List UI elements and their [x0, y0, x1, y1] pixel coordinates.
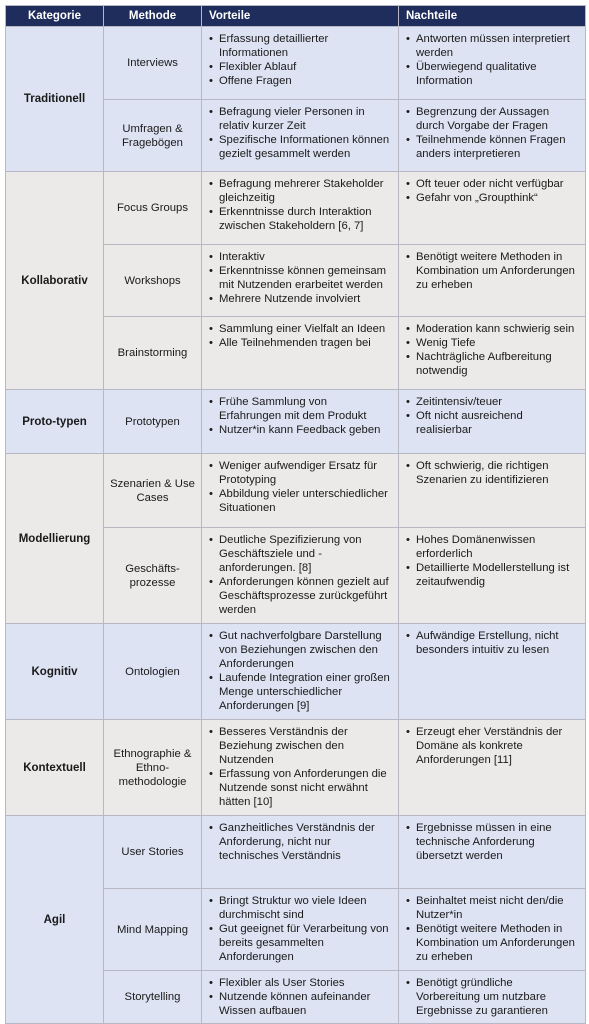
- cons-cell: [399, 816, 586, 889]
- pros-list: [206, 32, 392, 88]
- pros-cell: [202, 27, 399, 100]
- category-cell: Traditionell: [6, 27, 104, 172]
- cons-item: • Oft schwierig, die richtigen Szenarien zu identifizieren: [403, 459, 579, 487]
- cons-item: • Überwiegend qualitative Information: [403, 60, 579, 88]
- pros-cell: [202, 816, 399, 889]
- cons-item: • Beinhaltet meist nicht den/die Nutzer*in: [403, 894, 579, 922]
- pros-list: [206, 459, 392, 515]
- pros-item: • Interaktiv: [206, 250, 392, 264]
- header-nachteile: Nachteile: [399, 6, 586, 27]
- cons-item: • Benötigt weitere Methoden in Kombination um Anforderungen zu erheben: [403, 922, 579, 964]
- cons-item: • Begrenzung der Aussagen durch Vorgabe der Fragen: [403, 105, 579, 133]
- header-methode: Methode: [104, 6, 202, 27]
- method-cell: Szenarien & Use Cases: [104, 454, 202, 528]
- pros-item: • Spezifische Informationen können gezielt gesammelt werden: [206, 133, 392, 161]
- pros-item: • Flexibler Ablauf: [206, 60, 392, 74]
- method-cell: Ethnographie & Ethno-methodologie: [104, 720, 202, 816]
- cons-list: [403, 629, 579, 657]
- category-cell: Proto-typen: [6, 390, 104, 454]
- pros-item: • Weniger aufwendiger Ersatz für Prototyping: [206, 459, 392, 487]
- cons-list: [403, 105, 579, 161]
- pros-item: • Gut nachverfolgbare Darstellung von Beziehungen zwischen den Anforderungen: [206, 629, 392, 671]
- header-vorteile: Vorteile: [202, 6, 399, 27]
- category-cell: Agil: [6, 816, 104, 1024]
- pros-item: • Erfassung von Anforderungen die Nutzende sonst nicht erwähnt hätten [10]: [206, 767, 392, 809]
- cons-cell: [399, 172, 586, 245]
- pros-list: [206, 976, 392, 1018]
- pros-list: [206, 322, 392, 350]
- pros-item: • Offene Fragen: [206, 74, 392, 88]
- method-cell: Workshops: [104, 245, 202, 317]
- pros-cell: [202, 720, 399, 816]
- method-cell: Ontologien: [104, 624, 202, 720]
- cons-cell: [399, 100, 586, 172]
- cons-list: [403, 976, 579, 1018]
- category-cell: Kognitiv: [6, 624, 104, 720]
- method-cell: Umfragen & Fragebögen: [104, 100, 202, 172]
- cons-item: • Nachträgliche Aufbereitung notwendig: [403, 350, 579, 378]
- pros-cell: [202, 528, 399, 624]
- cons-item: • Ergebnisse müssen in eine technische Anforderung übersetzt werden: [403, 821, 579, 863]
- cons-item: • Teilnehmende können Fragen anders interpretieren: [403, 133, 579, 161]
- category-cell: Modellierung: [6, 454, 104, 624]
- pros-item: • Erkenntnisse durch Interaktion zwischen Stakeholdern [6, 7]: [206, 205, 392, 233]
- pros-cell: [202, 100, 399, 172]
- method-cell: Interviews: [104, 27, 202, 100]
- pros-item: • Nutzer*in kann Feedback geben: [206, 423, 392, 437]
- pros-cell: [202, 172, 399, 245]
- cons-item: • Moderation kann schwierig sein: [403, 322, 579, 336]
- pros-item: • Sammlung einer Vielfalt an Ideen: [206, 322, 392, 336]
- cons-item: • Detaillierte Modellerstellung ist zeitaufwendig: [403, 561, 579, 589]
- pros-list: [206, 395, 392, 437]
- cons-cell: [399, 624, 586, 720]
- pros-list: [206, 821, 392, 863]
- cons-list: [403, 32, 579, 88]
- pros-list: [206, 533, 392, 617]
- cons-item: • Benötigt weitere Methoden in Kombination um Anforderungen zu erheben: [403, 250, 579, 292]
- cons-cell: [399, 528, 586, 624]
- cons-cell: [399, 245, 586, 317]
- cons-list: [403, 894, 579, 964]
- cons-list: [403, 322, 579, 378]
- pros-item: • Befragung mehrerer Stakeholder gleichzeitig: [206, 177, 392, 205]
- pros-item: • Erfassung detaillierter Informationen: [206, 32, 392, 60]
- table-row: [6, 454, 586, 528]
- pros-item: • Gut geeignet für Verarbeitung von bereits gesammelten Anforderungen: [206, 922, 392, 964]
- cons-cell: [399, 720, 586, 816]
- pros-item: • Befragung vieler Personen in relativ kurzer Zeit: [206, 105, 392, 133]
- cons-list: [403, 821, 579, 863]
- pros-item: • Anforderungen können gezielt auf Geschäftsprozesse zurückgeführt werden: [206, 575, 392, 617]
- method-cell: Geschäfts-prozesse: [104, 528, 202, 624]
- pros-item: • Flexibler als User Stories: [206, 976, 392, 990]
- cons-item: • Gefahr von „Groupthink“: [403, 191, 579, 205]
- pros-cell: [202, 624, 399, 720]
- table-row: [6, 624, 586, 720]
- pros-item: • Mehrere Nutzende involviert: [206, 292, 392, 306]
- table-row: [6, 172, 586, 245]
- pros-cell: [202, 971, 399, 1024]
- pros-item: • Abbildung vieler unterschiedlicher Situationen: [206, 487, 392, 515]
- pros-item: • Deutliche Spezifizierung von Geschäftsziele und -anforderungen. [8]: [206, 533, 392, 575]
- cons-list: [403, 395, 579, 437]
- cons-cell: [399, 889, 586, 971]
- cons-item: • Erzeugt eher Verständnis der Domäne als konkrete Anforderungen [11]: [403, 725, 579, 767]
- pros-item: • Nutzende können aufeinander Wissen aufbauen: [206, 990, 392, 1018]
- cons-item: • Antworten müssen interpretiert werden: [403, 32, 579, 60]
- cons-cell: [399, 390, 586, 454]
- pros-item: • Frühe Sammlung von Erfahrungen mit dem Produkt: [206, 395, 392, 423]
- pros-item: • Laufende Integration einer großen Menge unterschiedlicher Anforderungen [9]: [206, 671, 392, 713]
- method-cell: Mind Mapping: [104, 889, 202, 971]
- pros-list: [206, 725, 392, 809]
- pros-item: • Erkenntnisse können gemeinsam mit Nutzenden erarbeitet werden: [206, 264, 392, 292]
- cons-item: • Benötigt gründliche Vorbereitung um nutzbare Ergebnisse zu garantieren: [403, 976, 579, 1018]
- method-cell: Storytelling: [104, 971, 202, 1024]
- category-cell: Kontextuell: [6, 720, 104, 816]
- cons-list: [403, 250, 579, 292]
- cons-list: [403, 725, 579, 767]
- pros-item: • Alle Teilnehmenden tragen bei: [206, 336, 392, 350]
- table-row: [6, 390, 586, 454]
- table-row: [6, 816, 586, 889]
- pros-cell: [202, 317, 399, 390]
- cons-item: • Oft teuer oder nicht verfügbar: [403, 177, 579, 191]
- pros-list: [206, 105, 392, 161]
- pros-list: [206, 250, 392, 306]
- cons-list: [403, 459, 579, 487]
- category-cell: Kollaborativ: [6, 172, 104, 390]
- methods-table: [5, 5, 586, 1024]
- cons-list: [403, 533, 579, 589]
- table-row: [6, 27, 586, 100]
- cons-cell: [399, 317, 586, 390]
- pros-cell: [202, 245, 399, 317]
- cons-list: [403, 177, 579, 205]
- pros-cell: [202, 889, 399, 971]
- cons-item: • Hohes Domänenwissen erforderlich: [403, 533, 579, 561]
- cons-item: • Oft nicht ausreichend realisierbar: [403, 409, 579, 437]
- pros-cell: [202, 454, 399, 528]
- cons-cell: [399, 971, 586, 1024]
- method-cell: User Stories: [104, 816, 202, 889]
- pros-item: • Besseres Verständnis der Beziehung zwischen den Nutzenden: [206, 725, 392, 767]
- cons-item: • Wenig Tiefe: [403, 336, 579, 350]
- pros-item: • Ganzheitliches Verständnis der Anforderung, nicht nur technisches Verständnis: [206, 821, 392, 863]
- pros-item: • Bringt Struktur wo viele Ideen durchmischt sind: [206, 894, 392, 922]
- pros-cell: [202, 390, 399, 454]
- method-cell: Brainstorming: [104, 317, 202, 390]
- method-cell: Prototypen: [104, 390, 202, 454]
- cons-cell: [399, 27, 586, 100]
- cons-item: • Aufwändige Erstellung, nicht besonders intuitiv zu lesen: [403, 629, 579, 657]
- method-cell: Focus Groups: [104, 172, 202, 245]
- table-header-row: [6, 6, 586, 27]
- pros-list: [206, 894, 392, 964]
- header-kategorie: Kategorie: [6, 6, 104, 27]
- cons-item: • Zeitintensiv/teuer: [403, 395, 579, 409]
- table-row: [6, 720, 586, 816]
- pros-list: [206, 629, 392, 713]
- pros-list: [206, 177, 392, 233]
- cons-cell: [399, 454, 586, 528]
